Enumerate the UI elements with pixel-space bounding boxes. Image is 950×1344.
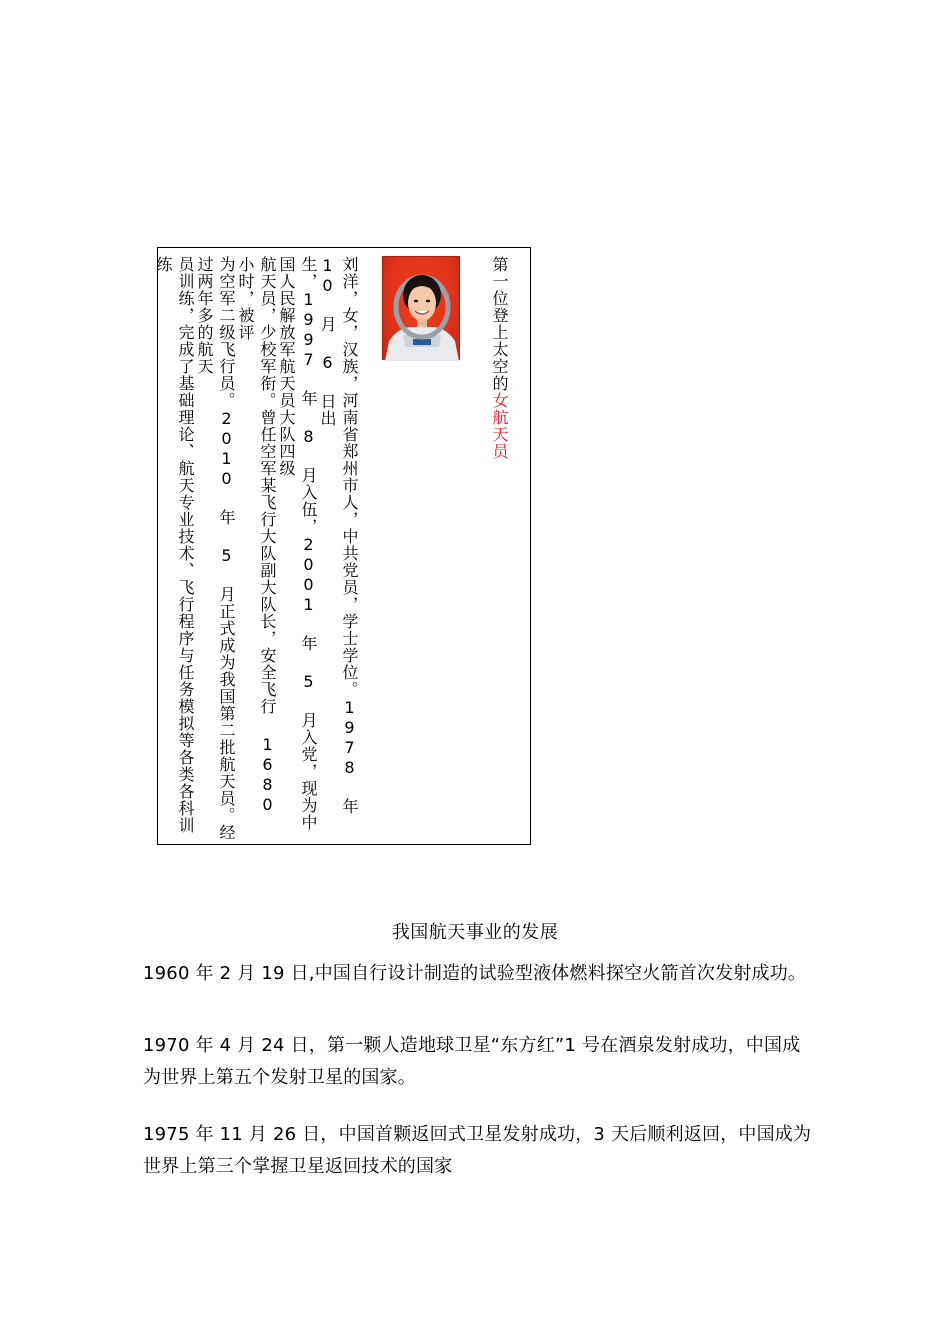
profile-title-prefix: 第一位登上太空的 bbox=[490, 256, 509, 392]
profile-box bbox=[154, 247, 531, 845]
profile-title-highlight: 女航天员 bbox=[490, 392, 509, 460]
article-paragraph: 1970 年 4 月 24 日，第一颗人造地球卫星“东方红”1 号在酒泉发射成功，中国成为世界上第五个发射卫星的国家。 bbox=[143, 1035, 801, 1088]
profile-column-1: 刘洋，女，汉族，河南省郑州市人，中共党员，学士学位。1978 年 10 月 6 日出 bbox=[318, 256, 359, 815]
profile-column-3: 航天员，少校军衔。曾任空军某飞行大队副大队长，安全飞行 1680 小时，被评 bbox=[236, 256, 277, 815]
profile-column-4: 为空军二级飞行员。2010 年 5 月正式成为我国第二批航天员。经过两年多的航天 bbox=[195, 256, 236, 841]
article-heading: 我国航天事业的发展 bbox=[391, 922, 559, 943]
astronaut-photo bbox=[382, 256, 460, 360]
profile-title bbox=[488, 256, 510, 842]
profile-column-5: 员训练，完成了基础理论、航天专业技术、飞行程序与任务模拟等各类各科训练 bbox=[154, 256, 195, 834]
article-paragraph: 1960 年 2 月 19 日,中国自行设计制造的试验型液体燃料探空火箭首次发射成功。 bbox=[143, 963, 807, 984]
profile-column-2: 生，1997 年 8 月入伍，2001 年 5 月入党，现为中国人民解放军航天员大队四级 bbox=[277, 256, 318, 831]
article-paragraph: 1975 年 11 月 26 日，中国首颗返回式卫星发射成功，3 天后顺利返回，中国成为世界上第三个掌握卫星返回技术的国家 bbox=[143, 1124, 812, 1177]
astronaut-portrait-image bbox=[383, 257, 461, 361]
